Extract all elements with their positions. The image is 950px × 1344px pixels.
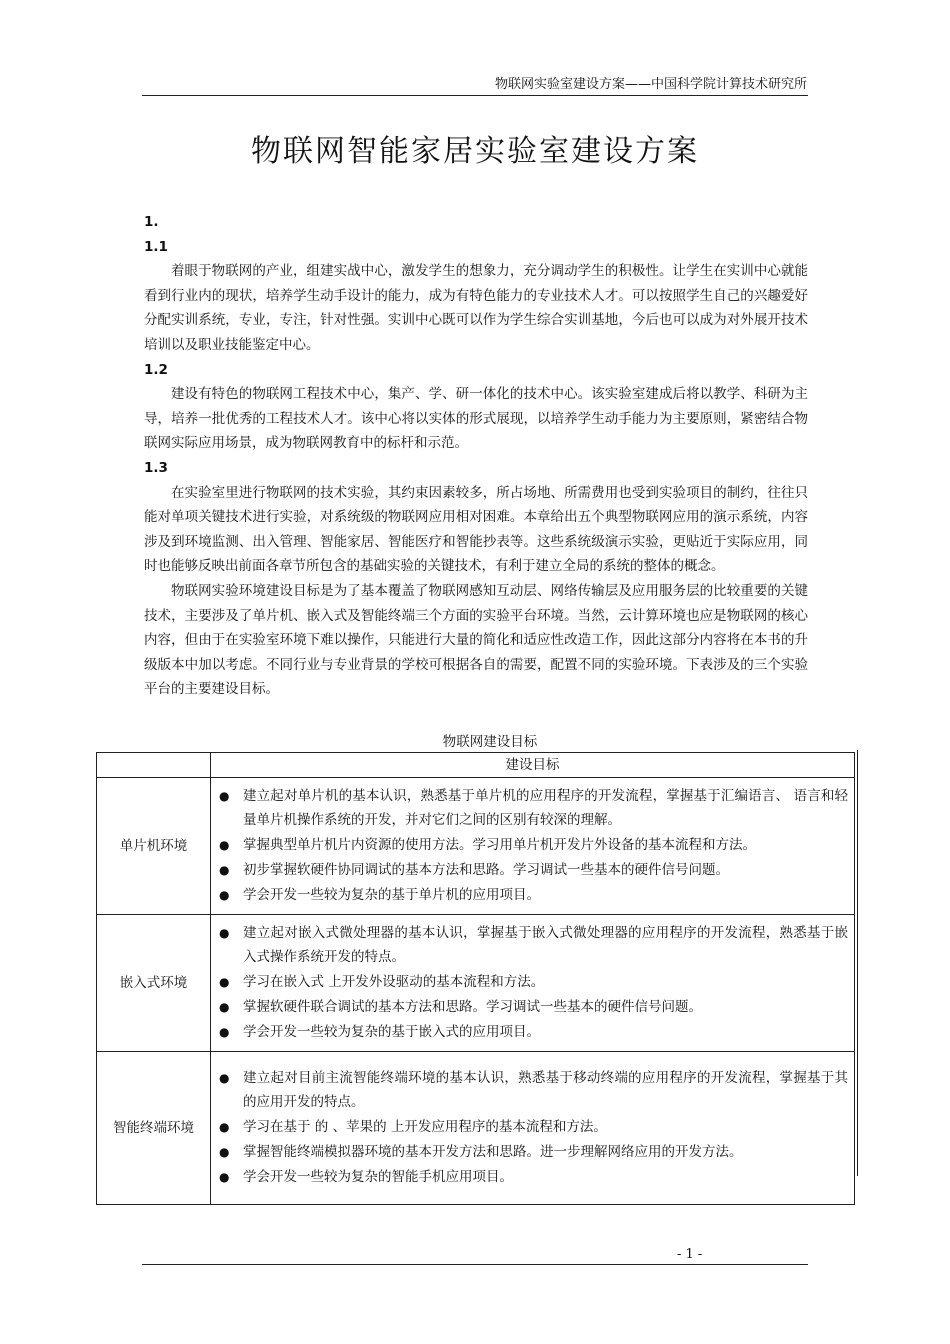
table-header-row [97, 753, 855, 778]
running-header: 物联网实验室建设方案——中国科学院计算技术研究所 [494, 77, 807, 92]
env-cell: 智能终端环境 [97, 1052, 211, 1205]
page-number: - 1 - [677, 1247, 703, 1262]
list-item: ● 掌握软硬件联合调试的基本方法和思路。学习调试一些基本的硬件信号问题。 [219, 995, 848, 1019]
heading-1-3: 1.3 [144, 459, 168, 476]
paragraph-1-3b: 物联网实验环境建设目标是为了基本覆盖了物联网感知互动层、网络传输层及应用服务层的比较重要的关键技术，主要涉及了单片机、嵌入式及智能终端三个方面的实验平台环境。当然，云计算环境也应是物联网的核心内容，但由于在实验室环境下难以操作，只能进行大量的简化和适应性改造工作，因此这部分内容将在本书的升级版本中加以考虑。不同行业与专业背景的学校可根据各自的需要，配置不同的实验环境。下表涉及的三个实验平台的主要建设目标。 [144, 582, 808, 698]
env-cell: 嵌入式环境 [97, 915, 211, 1052]
table-row [97, 778, 855, 915]
list-item: ● 学习在基于 的 、苹果的 上开发应用程序的基本流程和方法。 [219, 1115, 848, 1139]
list-item: ● 学会开发一些较为复杂的基于单片机的应用项目。 [219, 883, 848, 907]
goals-table [96, 752, 855, 1205]
goal-list [211, 778, 854, 914]
heading-1: 1. [144, 214, 159, 230]
document-body [144, 210, 808, 702]
footer-rule [142, 1264, 808, 1265]
header-rule [142, 95, 808, 96]
heading-1-2: 1.2 [144, 361, 168, 378]
env-cell: 单片机环境 [97, 778, 211, 915]
paragraph-1-3a: 在实验室里进行物联网的技术实验，其约束因素较多，所占场地、所需费用也受到实验项目的制约，往往只能对单项关键技术进行实验，对系统级的物联网应用相对困难。本章给出五个典型物联网应用的演示系统，内容涉及到环境监测、出入管理、智能家居、智能医疗和智能抄表等。这些系统级演示实验，更贴近于实际应用，同时也能够反映出前面各章节所包含的基础实验的关键技术，有利于建立全局的系统的整体的概念。 [144, 484, 808, 575]
heading-1-1: 1.1 [144, 238, 168, 255]
goal-list [211, 915, 854, 1051]
goals-cell [211, 1052, 855, 1205]
paragraph-1-2: 建设有特色的物联网工程技术中心，集产、学、研一体化的技术中心。该实验室建成后将以教学、科研为主导，培养一批优秀的工程技术人才。该中心将以实体的形式展现，以培养学生动手能力为主要原则，紧密结合物联网实际应用场景，成为物联网教育中的标杆和示范。 [144, 386, 808, 452]
goals-cell [211, 778, 855, 915]
table-caption: 物联网建设目标 [442, 734, 538, 750]
table-row [97, 915, 855, 1052]
goals-cell [211, 915, 855, 1052]
list-item: ● 掌握典型单片机片内资源的使用方法。学习用单片机开发片外设备的基本流程和方法。 [219, 833, 848, 857]
table-header-empty [97, 753, 211, 778]
list-item: ● 学会开发一些较为复杂的基于嵌入式的应用项目。 [219, 1020, 848, 1044]
table-outer-edge [857, 750, 858, 1176]
list-item: ● 建立起对单片机的基本认识，熟悉基于单片机的应用程序的开发流程，掌握基于汇编语言、 语言和轻量单片机操作系统的开发，并对它们之间的区别有较深的理解。 [219, 784, 848, 832]
goal-list [211, 1052, 854, 1204]
page-title: 物联网智能家居实验室建设方案 [251, 134, 699, 169]
paragraph-1-1: 着眼于物联网的产业，组建实战中心，激发学生的想象力，充分调动学生的积极性。让学生在实训中心就能看到行业内的现状，培养学生动手设计的能力，成为有特色能力的专业技术人才。可以按照学生自己的兴趣爱好分配实训系统，专业，专注，针对性强。实训中心既可以作为学生综合实训基地，今后也可以成为对外展开技术培训以及职业技能鉴定中心。 [144, 263, 808, 353]
list-item: ● 学会开发一些较为复杂的智能手机应用项目。 [219, 1165, 848, 1189]
list-item: ● 掌握智能终端模拟器环境的基本开发方法和思路。进一步理解网络应用的开发方法。 [219, 1140, 848, 1164]
table-header-cell: 建设目标 [211, 753, 855, 778]
table-row [97, 1052, 855, 1205]
list-item: ● 初步掌握软硬件协同调试的基本方法和思路。学习调试一些基本的硬件信号问题。 [219, 858, 848, 882]
list-item: ● 建立起对目前主流智能终端环境的基本认识，熟悉基于移动终端的应用程序的开发流程，掌握基于其的应用开发的特点。 [219, 1066, 848, 1114]
list-item: ● 学习在嵌入式 上开发外设驱动的基本流程和方法。 [219, 970, 848, 994]
list-item: ● 建立起对嵌入式微处理器的基本认识，掌握基于嵌入式微处理器的应用程序的开发流程，熟悉基于嵌入式操作系统开发的特点。 [219, 921, 848, 969]
